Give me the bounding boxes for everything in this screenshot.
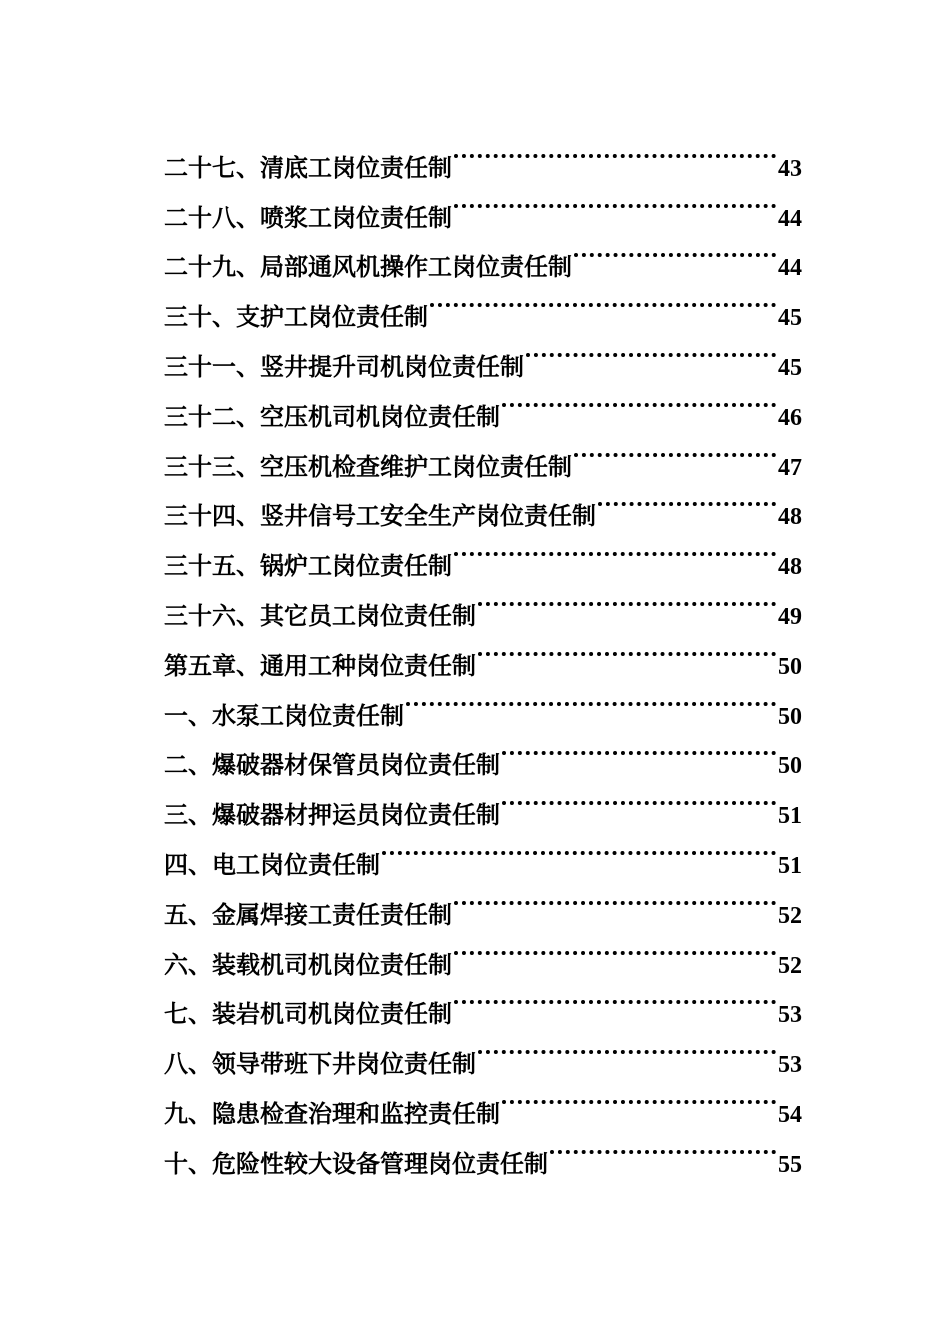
toc-page-number: 45 xyxy=(778,354,802,381)
toc-page-number: 52 xyxy=(778,952,802,979)
toc-dot-leader xyxy=(502,724,776,774)
toc-page-number: 50 xyxy=(778,653,802,680)
toc-dot-leader xyxy=(502,375,776,425)
toc-page-number: 54 xyxy=(778,1101,802,1128)
toc-entry-title: 二十九、局部通风机操作工岗位责任制 xyxy=(164,252,572,282)
toc-entry-title: 四、电工岗位责任制 xyxy=(164,849,380,879)
toc-entry-title: 三十六、其它员工岗位责任制 xyxy=(164,600,476,630)
toc-dot-leader xyxy=(574,425,776,475)
toc-entry-title: 一、水泵工岗位责任制 xyxy=(164,700,404,730)
toc-dot-leader xyxy=(574,226,776,276)
toc-entry-title: 二十八、喷浆工岗位责任制 xyxy=(164,202,452,232)
toc-dot-leader xyxy=(454,973,776,1023)
toc-dot-leader xyxy=(478,624,776,674)
toc-entry-title: 三十一、竖井提升司机岗位责任制 xyxy=(164,351,524,381)
toc-dot-leader xyxy=(502,1072,776,1122)
toc-page-number: 53 xyxy=(778,1002,802,1029)
toc-page-number: 43 xyxy=(778,155,802,182)
toc-dot-leader xyxy=(550,1122,776,1172)
toc-dot-leader xyxy=(454,524,776,574)
toc-dot-leader xyxy=(478,574,776,624)
toc-dot-leader xyxy=(406,674,776,724)
toc-dot-leader xyxy=(430,275,776,325)
toc-entry-title: 三十三、空压机检查维护工岗位责任制 xyxy=(164,451,572,481)
toc-entry-title: 三十二、空压机司机岗位责任制 xyxy=(164,401,500,431)
toc-dot-leader xyxy=(526,325,776,375)
table-of-contents xyxy=(164,126,802,1178)
toc-page-number: 53 xyxy=(778,1052,802,1079)
toc-entry-title: 三、爆破器材押运员岗位责任制 xyxy=(164,800,500,830)
toc-entry-title: 三十四、竖井信号工安全生产岗位责任制 xyxy=(164,501,596,531)
toc-dot-leader xyxy=(454,176,776,226)
toc-dot-leader xyxy=(382,823,776,873)
toc-page-number: 48 xyxy=(778,504,802,531)
toc-dot-leader xyxy=(454,873,776,923)
toc-page-number: 47 xyxy=(778,454,802,481)
toc-dot-leader xyxy=(598,475,776,525)
toc-page-number: 50 xyxy=(778,753,802,780)
toc-page-number: 51 xyxy=(778,803,802,830)
toc-page-number: 45 xyxy=(778,305,802,332)
toc-page-number: 44 xyxy=(778,205,802,232)
toc-entry-title: 三十、支护工岗位责任制 xyxy=(164,302,428,332)
toc-dot-leader xyxy=(454,923,776,973)
toc-entry-title: 三十五、锅炉工岗位责任制 xyxy=(164,551,452,581)
toc-page-number: 48 xyxy=(778,554,802,581)
toc-page-number: 52 xyxy=(778,902,802,929)
toc-page-number: 55 xyxy=(778,1151,802,1178)
toc-entry[interactable] xyxy=(164,126,802,182)
toc-entry-title: 六、装载机司机岗位责任制 xyxy=(164,949,452,979)
toc-entry-title: 十、危险性较大设备管理岗位责任制 xyxy=(164,1148,548,1178)
toc-dot-leader xyxy=(502,773,776,823)
toc-dot-leader xyxy=(478,1022,776,1072)
toc-page-number: 50 xyxy=(778,703,802,730)
toc-page-number: 49 xyxy=(778,603,802,630)
toc-entry-title: 二十七、清底工岗位责任制 xyxy=(164,152,452,182)
toc-entry-title: 二、爆破器材保管员岗位责任制 xyxy=(164,750,500,780)
toc-entry-title: 五、金属焊接工责任责任制 xyxy=(164,899,452,929)
toc-page-number: 44 xyxy=(778,255,802,282)
toc-entry-title: 第五章、通用工种岗位责任制 xyxy=(164,650,476,680)
toc-entry-title: 九、隐患检查治理和监控责任制 xyxy=(164,1098,500,1128)
toc-page-number: 51 xyxy=(778,852,802,879)
toc-dot-leader xyxy=(454,126,776,176)
toc-page-number: 46 xyxy=(778,404,802,431)
toc-entry-title: 七、装岩机司机岗位责任制 xyxy=(164,999,452,1029)
toc-entry-title: 八、领导带班下井岗位责任制 xyxy=(164,1049,476,1079)
